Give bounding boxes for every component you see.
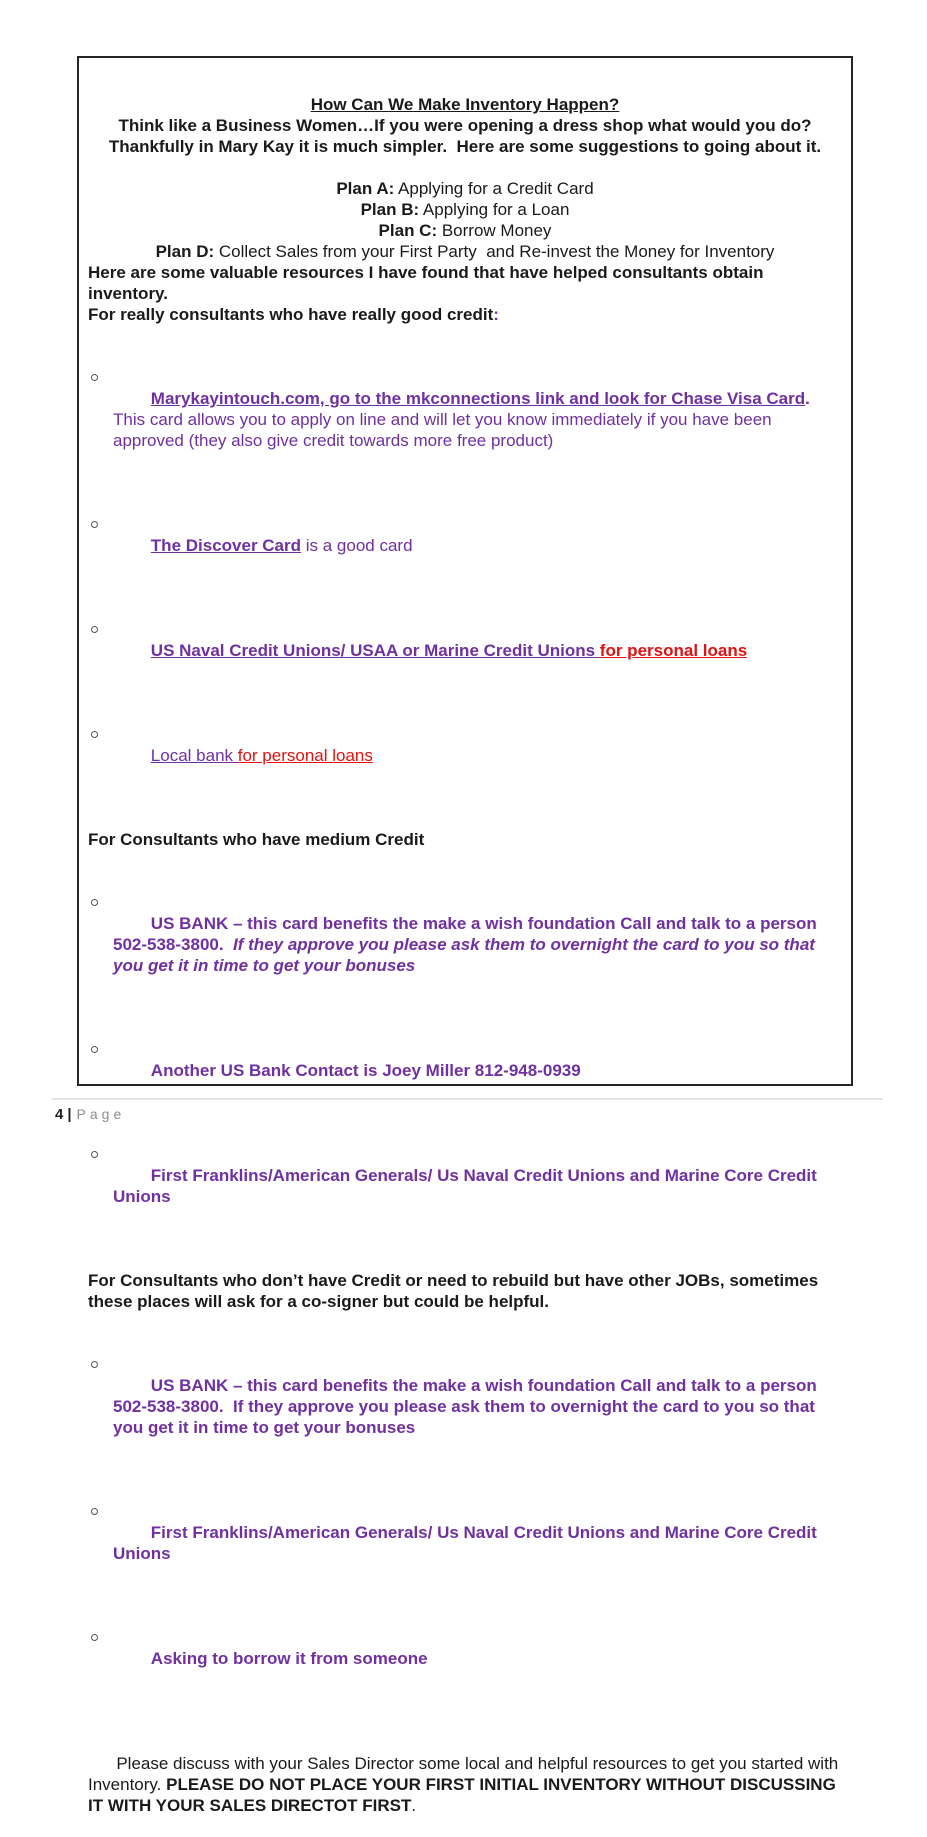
intro-paragraph: Think like a Business Women…If you were opening a dress shop what would you do? Thankfully in Mary Kay it is much simpler. Here are some suggestions to going about it. — [108, 116, 822, 156]
chase-period: . — [805, 389, 820, 408]
section-no-credit-heading: For Consultants who don’t have Credit or need to rebuild but have other JOBs, sometimes these places will ask for a co-signer but could be helpful. — [88, 1271, 823, 1311]
usbank-full: US BANK – this card benefits the make a wish foundation Call and talk to a person 502-538-3800. If they approve you please ask them to overnight the card to you so that you get it in time to get your bonuses — [113, 1376, 822, 1437]
list-item — [88, 724, 842, 787]
plans-list — [88, 178, 842, 262]
resources-intro: Here are some valuable resources I have found that have helped consultants obtain inventory. — [88, 263, 769, 303]
page-number: 4 — [55, 1106, 64, 1123]
plan-d-label: Plan D: — [155, 242, 215, 261]
section-medium-credit-heading: For Consultants who have medium Credit — [88, 830, 425, 849]
good-credit-list — [88, 325, 842, 829]
page-footer — [55, 1106, 125, 1123]
plan-a-label: Plan A: — [336, 179, 395, 198]
list-item — [88, 514, 842, 577]
list-item — [88, 1354, 842, 1459]
plan-d-text: Collect Sales from your First Party and Re-invest the Money for Inventory — [214, 242, 775, 261]
no-credit-list — [88, 1312, 842, 1732]
plan-b-label: Plan B: — [360, 200, 420, 219]
plan-c — [88, 220, 842, 241]
link-credit-unions[interactable]: US Naval Credit Unions/ USAA or Marine Credit Unions — [150, 641, 600, 660]
franklins-unions: First Franklins/American Generals/ Us Naval Credit Unions and Marine Core Credit Unions — [113, 1166, 822, 1206]
closing-warning: PLEASE DO NOT PLACE YOUR FIRST INITIAL INVENTORY WITHOUT DISCUSSING IT WITH YOUR SALES DIRECTOT FIRST — [88, 1775, 841, 1815]
footer-separator: | — [67, 1106, 72, 1123]
section-good-credit-heading — [88, 304, 842, 325]
plan-a — [88, 178, 842, 199]
link-local-bank[interactable]: Local bank — [150, 746, 238, 765]
plan-a-text: Applying for a Credit Card — [394, 179, 594, 198]
good-credit-heading-colon: : — [493, 305, 499, 324]
local-personal-loans: for personal loans — [237, 746, 373, 765]
discover-description: is a good card — [301, 536, 413, 555]
usbank-contact: Another US Bank Contact is Joey Miller 812-948-0939 — [150, 1061, 581, 1080]
list-item — [88, 1039, 842, 1102]
borrow-from-someone: Asking to borrow it from someone — [150, 1649, 428, 1668]
footer-divider — [52, 1098, 883, 1100]
list-item — [88, 1501, 842, 1585]
good-credit-heading-text: For really consultants who have really good credit — [88, 305, 494, 324]
usbank-main: US BANK – this card benefits the make a wish foundation Call and talk to a person 502-538-3800. — [113, 914, 822, 954]
plan-b-text: Applying for a Loan — [419, 200, 570, 219]
list-item — [88, 892, 842, 997]
page-title: How Can We Make Inventory Happen? — [310, 95, 620, 114]
list-item — [88, 619, 842, 682]
link-marykayintouch[interactable]: Marykayintouch.com, go to the mkconnections link and look for Chase Visa Card — [150, 389, 806, 408]
usbank-overnight-note: If they approve you please ask them to overnight the card to you so that you get it in time to get your bonuses — [113, 935, 820, 975]
list-item — [88, 367, 842, 472]
naval-personal-loans: for personal loans — [599, 641, 748, 660]
plan-d — [88, 241, 842, 262]
plan-c-text: Borrow Money — [437, 221, 552, 240]
footer-page-word: Page — [76, 1106, 126, 1122]
plan-c-label: Plan C: — [378, 221, 438, 240]
list-item — [88, 1627, 842, 1690]
closing-paragraph — [88, 1732, 842, 1837]
closing-normal-start: Please discuss with your Sales Director some local and helpful resources to get you started with Inventory. — [88, 1754, 843, 1794]
chase-description: This card allows you to apply on line and will let you know immediately if you have been approved (they also give credit towards more free product) — [113, 410, 777, 450]
franklins-unions-2: First Franklins/American Generals/ Us Naval Credit Unions and Marine Core Credit Unions — [113, 1523, 822, 1563]
closing-normal-end: . — [411, 1796, 417, 1815]
plan-b — [88, 199, 842, 220]
medium-credit-list — [88, 850, 842, 1270]
list-item — [88, 1144, 842, 1228]
link-discover-card[interactable]: The Discover Card — [150, 536, 302, 555]
